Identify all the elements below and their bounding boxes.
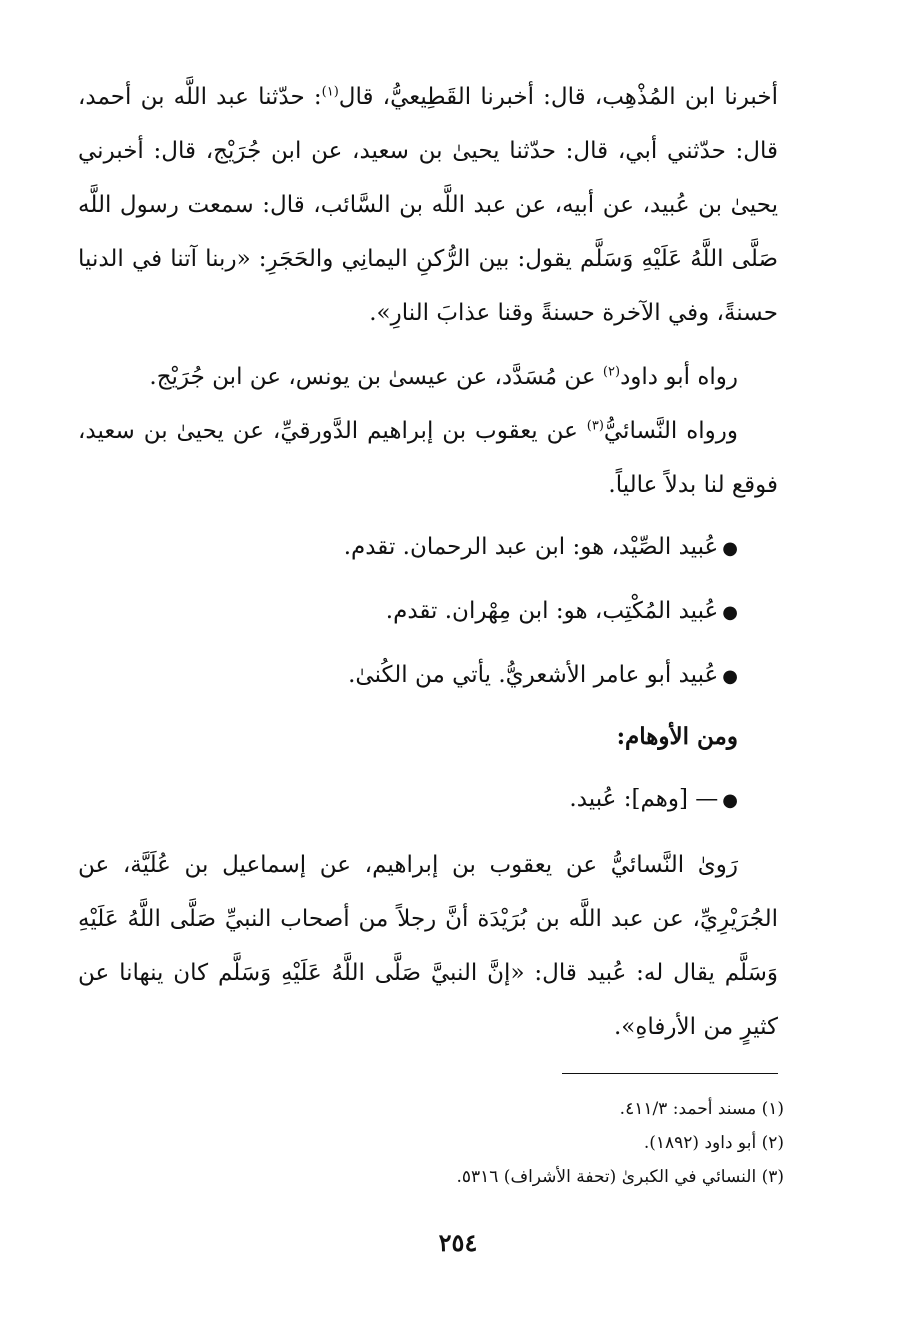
- narration-paragraph: [78, 404, 778, 512]
- hadith-paragraph: [78, 70, 778, 340]
- footnotes: [78, 1092, 784, 1194]
- section-heading: ومن الأوهام:: [616, 723, 738, 750]
- main-text: [78, 70, 778, 1054]
- bullet-item: [78, 648, 778, 704]
- paragraph-text: رَوىٰ النَّسائيُّ عن يعقوب بن إبراهيم، عن إسماعيل بن عُلَيَّة، عن الجُرَيْرِيِّ، عن عبد اللَّه بن بُرَيْدَة أنَّ رجلاً من أصحاب النبيِّ صَلَّى اللَّهُ عَلَيْهِ وَسَلَّم يقال له: عُبيد قال: «إنَّ النبيَّ صَلَّى اللَّهُ عَلَيْهِ وَسَلَّم كان ينهانا عن كثيرٍ من الأرفاهِ».: [78, 852, 778, 1040]
- bullet-text: عُبيد المُكْتِب، هو: ابن مِهْران. تقدم.: [385, 598, 719, 624]
- bullet-icon: ●: [722, 666, 738, 687]
- paragraph-text: رواه أبو داود: [620, 364, 738, 390]
- footnote-ref-1: (١): [321, 84, 339, 100]
- closing-paragraph: [78, 838, 778, 1054]
- paragraph-text: : حدّثنا عبد اللَّه بن أحمد، قال: حدّثني أبي، قال: حدّثنا يحيىٰ بن سعيد، عن ابن جُرَيْج، قال: أخبرني يحيىٰ بن عُبيد، عن أبيه، عن عبد اللَّه بن السَّائب، قال: سمعت رسول اللَّه صَلَّى اللَّهُ عَلَيْهِ وَسَلَّم يقول: بين الرُّكنِ اليمانِي والحَجَرِ: «ربنا آتنا في الدنيا حسنةً، وفي الآخرة حسنةً وقنا عذابَ النارِ».: [78, 84, 778, 326]
- paragraph-text: ورواه النَّسائيُّ: [603, 418, 738, 444]
- bullet-icon: ●: [722, 538, 738, 559]
- footnote-divider: [562, 1073, 778, 1074]
- wahm-bullet: [78, 772, 778, 828]
- bullet-icon: ●: [722, 602, 738, 623]
- footnote-1: (١) مسند أحمد: ٤١١/٣.: [619, 1099, 784, 1119]
- bullet-item: [78, 584, 778, 640]
- bullet-item: [78, 520, 778, 576]
- narration-paragraph: [78, 350, 778, 404]
- paragraph-text: عن مُسَدَّد، عن عيسىٰ بن يونس، عن ابن جُرَيْج.: [149, 364, 603, 390]
- bullet-icon: ●: [722, 790, 738, 811]
- bullet-text: — [وهم]: عُبيد.: [569, 786, 719, 812]
- page-number: ٢٥٤: [438, 1228, 478, 1257]
- footnote-2: (٢) أبو داود (١٨٩٢).: [643, 1133, 784, 1153]
- paragraph-text: أخبرنا ابن المُذْهِب، قال: أخبرنا القَطِيعيُّ، قال: [338, 84, 778, 110]
- footnote-3: (٣) النسائي في الكبرىٰ (تحفة الأشراف) ٥٣١٦.: [456, 1167, 784, 1187]
- footnote-ref-2: (٢): [602, 364, 621, 380]
- bullet-text: عُبيد أبو عامر الأشعريُّ. يأتي من الكُنىٰ.: [348, 662, 719, 688]
- footnote-ref-3: (٣): [586, 418, 604, 434]
- bullet-text: عُبيد الصِّيْد، هو: ابن عبد الرحمان. تقدم.: [343, 534, 719, 560]
- paragraph-text: عن يعقوب بن إبراهيم الدَّورقيِّ، عن يحيىٰ بن سعيد، فوقع لنا بدلاً عالياً.: [78, 418, 778, 498]
